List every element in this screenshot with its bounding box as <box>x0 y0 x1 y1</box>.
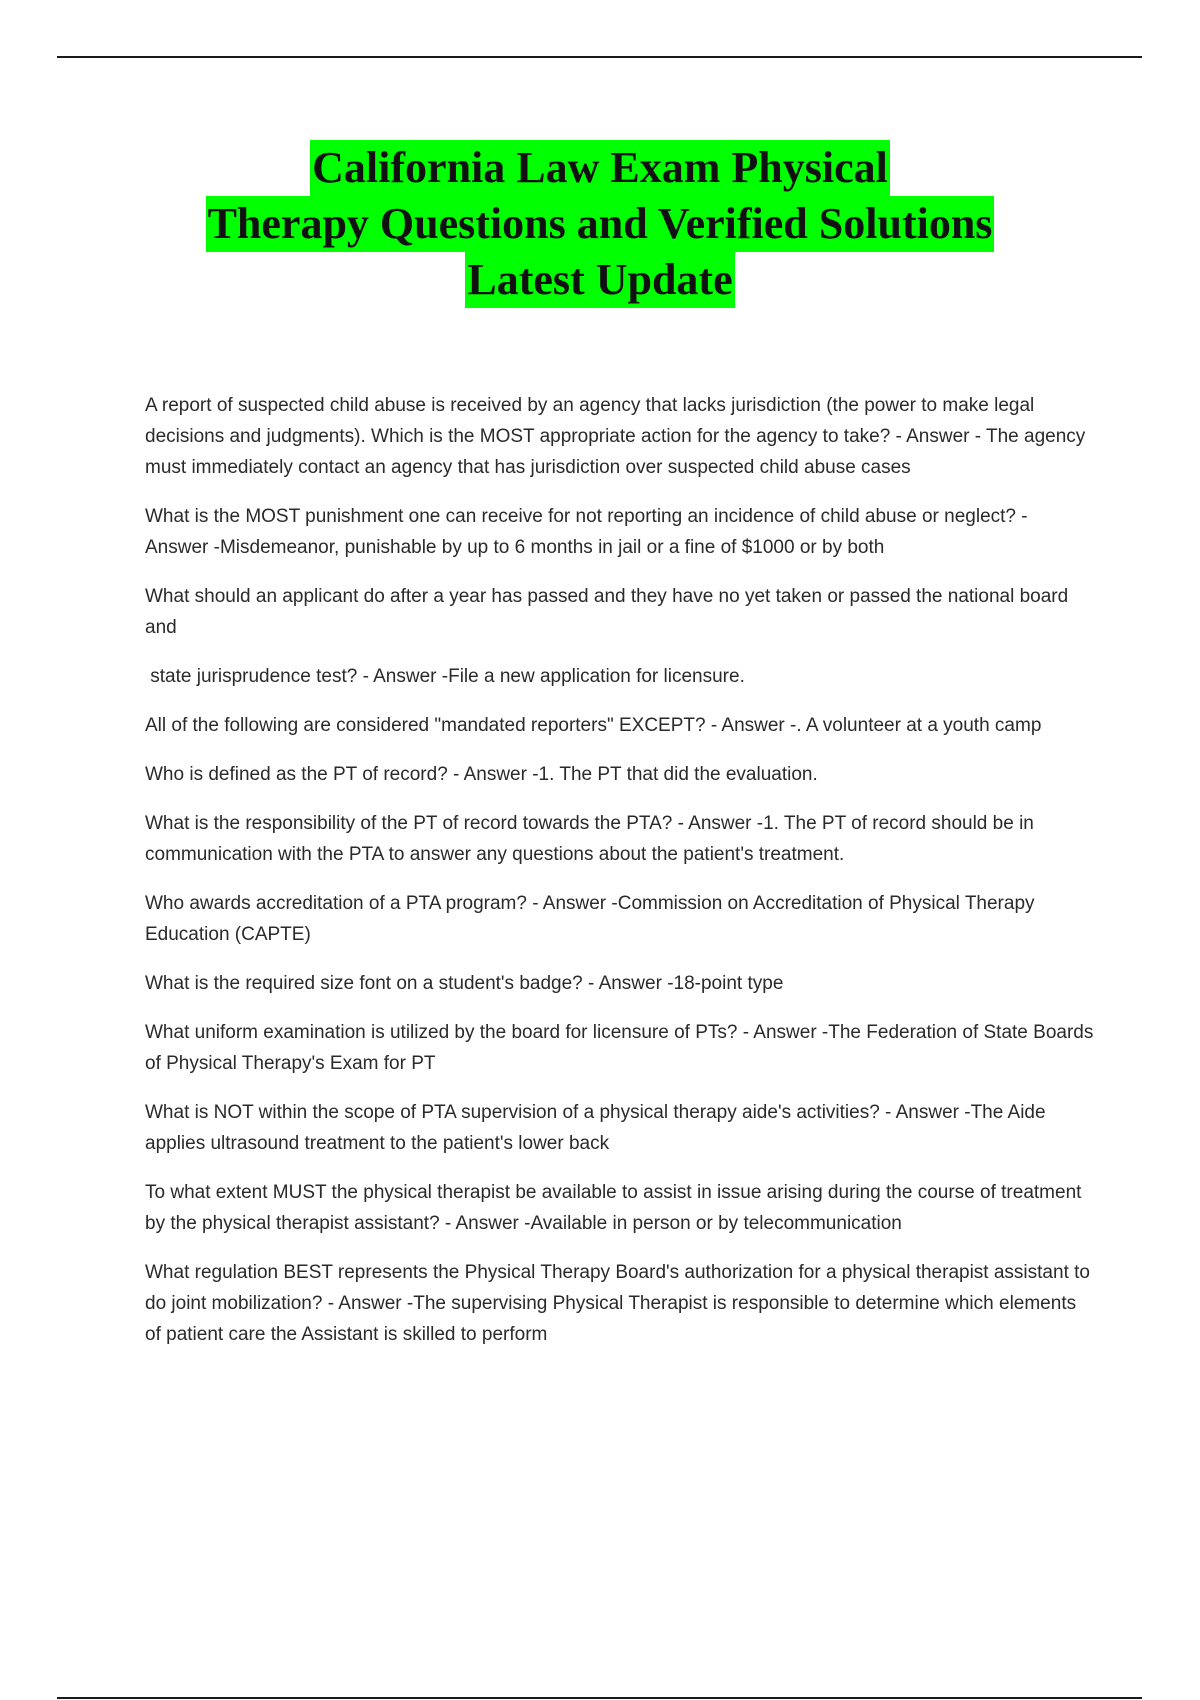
qa-item-12: To what extent MUST the physical therapist be available to assist in issue arising during the course of treatment by the physical therapist assistant? - Answer -Available in person or by telecommunication <box>145 1182 1082 1234</box>
qa-item-1: A report of suspected child abuse is received by an agency that lacks jurisdiction (the power to make legal decisions and judgments). Which is the MOST appropriate action for the agency to take? - Answer - The agency must immediately contact an agency that has jurisdiction over suspected child abuse cases <box>145 395 1086 478</box>
bottom-rule <box>57 1697 1142 1699</box>
question-list <box>145 390 1095 1368</box>
qa-item-11: What is NOT within the scope of PTA supervision of a physical therapy aide's activities? - Answer -The Aide applies ultrasound treatment to the patient's lower back <box>145 1102 1046 1154</box>
qa-item-6: Who is defined as the PT of record? - Answer -1. The PT that did the evaluation. <box>145 764 818 785</box>
title-line-3: Latest Update <box>465 252 734 308</box>
qa-item-13: What regulation BEST represents the Physical Therapy Board's authorization for a physical therapist assistant to do joint mobilization? - Answer -The supervising Physical Therapist is responsible to determine which elements of patient care the Assistant is skilled to perform <box>145 1262 1090 1345</box>
qa-item-10: What uniform examination is utilized by the board for licensure of PTs? - Answer -The Federation of State Boards of Physical Therapy's Exam for PT <box>145 1022 1094 1074</box>
qa-item-2: What is the MOST punishment one can receive for not reporting an incidence of child abuse or neglect? - Answer -Misdemeanor, punishable by up to 6 months in jail or a fine of $1000 or by both <box>145 506 1028 558</box>
qa-item-9: What is the required size font on a student's badge? - Answer -18-point type <box>145 973 784 994</box>
title-line-2: Therapy Questions and Verified Solutions <box>206 196 995 252</box>
qa-item-4: state jurisprudence test? - Answer -File a new application for licensure. <box>145 666 745 687</box>
qa-item-3: What should an applicant do after a year has passed and they have no yet taken or passed the national board and <box>145 586 1069 638</box>
qa-item-7: What is the responsibility of the PT of record towards the PTA? - Answer -1. The PT of record should be in communication with the PTA to answer any questions about the patient's treatment. <box>145 813 1034 865</box>
qa-item-8: Who awards accreditation of a PTA program? - Answer -Commission on Accreditation of Physical Therapy Education (CAPTE) <box>145 893 1035 945</box>
top-rule <box>57 56 1142 58</box>
qa-item-5: All of the following are considered "mandated reporters" EXCEPT? - Answer -. A volunteer at a youth camp <box>145 715 1042 736</box>
title-line-1: California Law Exam Physical <box>310 140 890 196</box>
document-title <box>100 140 1100 308</box>
